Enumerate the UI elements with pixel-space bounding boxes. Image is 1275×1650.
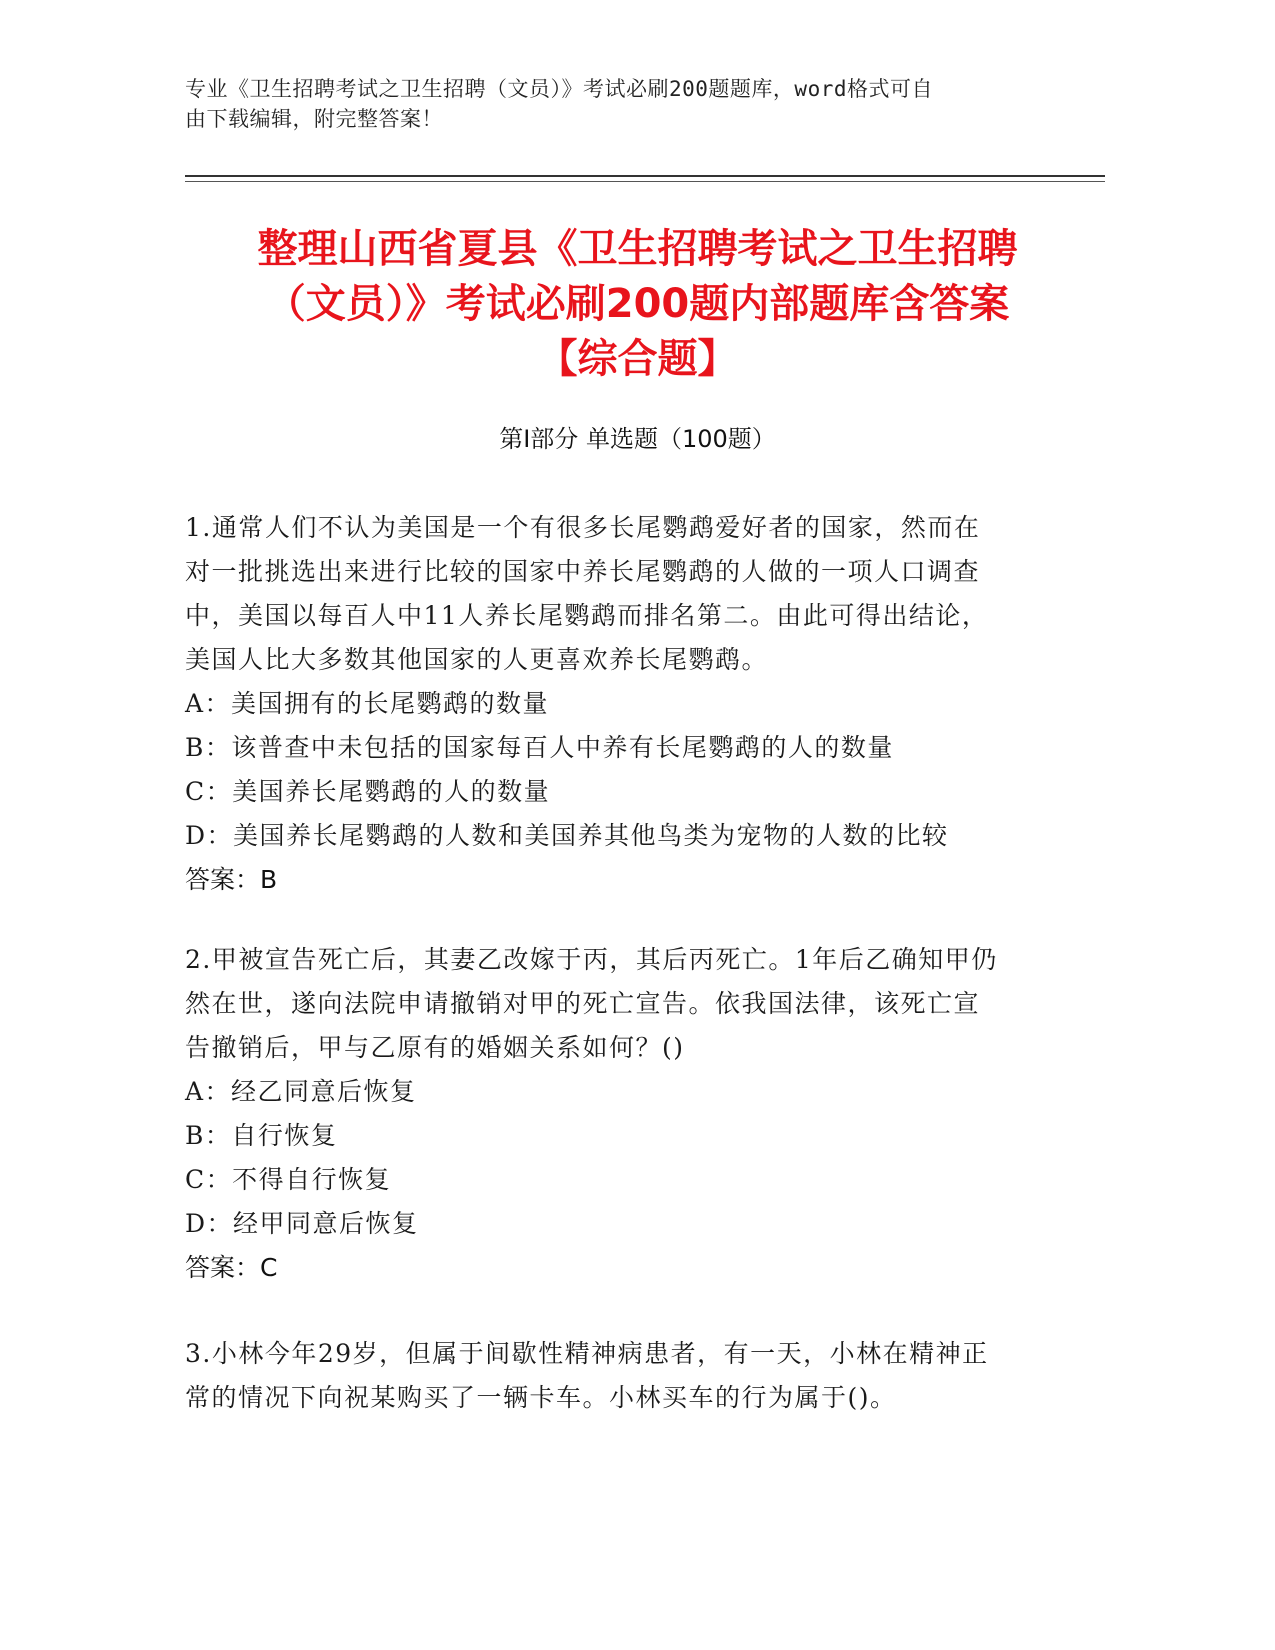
option-a: A：经乙同意后恢复 xyxy=(185,1077,417,1106)
header-note xyxy=(185,74,1085,134)
question-stem xyxy=(185,506,1045,682)
question-stem xyxy=(185,1332,1045,1420)
title-line: （文员）》考试必刷200题内部题库含答案 xyxy=(265,281,1010,327)
header-divider-thin xyxy=(185,181,1105,182)
section-heading: 第Ⅰ部分 单选题（100题） xyxy=(499,425,776,453)
option-c: C：美国养长尾鹦鹉的人的数量 xyxy=(185,777,551,806)
stem-line: 3.小林今年29岁，但属于间歇性精神病患者，有一天，小林在精神正 xyxy=(185,1339,989,1368)
question-stem xyxy=(185,938,1045,1070)
stem-line: 2.甲被宣告死亡后，其妻乙改嫁于丙，其后丙死亡。1年后乙确知甲仍 xyxy=(185,945,998,974)
title-line: 【综合题】 xyxy=(537,336,738,382)
stem-line: 告撤销后，甲与乙原有的婚姻关系如何？() xyxy=(185,1033,685,1062)
option-d: D：经甲同意后恢复 xyxy=(185,1209,419,1238)
option-b: B：自行恢复 xyxy=(185,1121,338,1150)
option-d: D：美国养长尾鹦鹉的人数和美国养其他鸟类为宠物的人数的比较 xyxy=(185,821,949,850)
option-a: A：美国拥有的长尾鹦鹉的数量 xyxy=(185,689,550,718)
stem-line: 美国人比大多数其他国家的人更喜欢养长尾鹦鹉。 xyxy=(185,645,769,674)
header-note-line: 专业《卫生招聘考试之卫生招聘（文员）》考试必刷200题题库，word格式可自 xyxy=(185,77,933,101)
stem-line: 中，美国以每百人中11人养长尾鹦鹉而排名第二。由此可得出结论， xyxy=(185,601,989,630)
answer-line: 答案：C xyxy=(185,1253,278,1282)
question-item xyxy=(185,1332,1045,1420)
option-b: B：该普查中未包括的国家每百人中养有长尾鹦鹉的人的数量 xyxy=(185,733,894,762)
answer-line: 答案：B xyxy=(185,865,278,894)
question-item xyxy=(185,938,1045,1290)
header-note-line: 由下载编辑，附完整答案！ xyxy=(185,107,443,131)
stem-line: 常的情况下向祝某购买了一辆卡车。小林买车的行为属于()。 xyxy=(185,1383,897,1412)
title-line: 整理山西省夏县《卫生招聘考试之卫生招聘 xyxy=(257,226,1018,272)
stem-line: 1.通常人们不认为美国是一个有很多长尾鹦鹉爱好者的国家，然而在 xyxy=(185,513,981,542)
stem-line: 对一批挑选出来进行比较的国家中养长尾鹦鹉的人做的一项人口调查 xyxy=(185,557,981,586)
question-item xyxy=(185,506,1045,902)
header-divider xyxy=(185,175,1105,177)
document-title xyxy=(160,222,1115,387)
option-c: C：不得自行恢复 xyxy=(185,1165,392,1194)
stem-line: 然在世，遂向法院申请撤销对甲的死亡宣告。依我国法律，该死亡宣 xyxy=(185,989,981,1018)
